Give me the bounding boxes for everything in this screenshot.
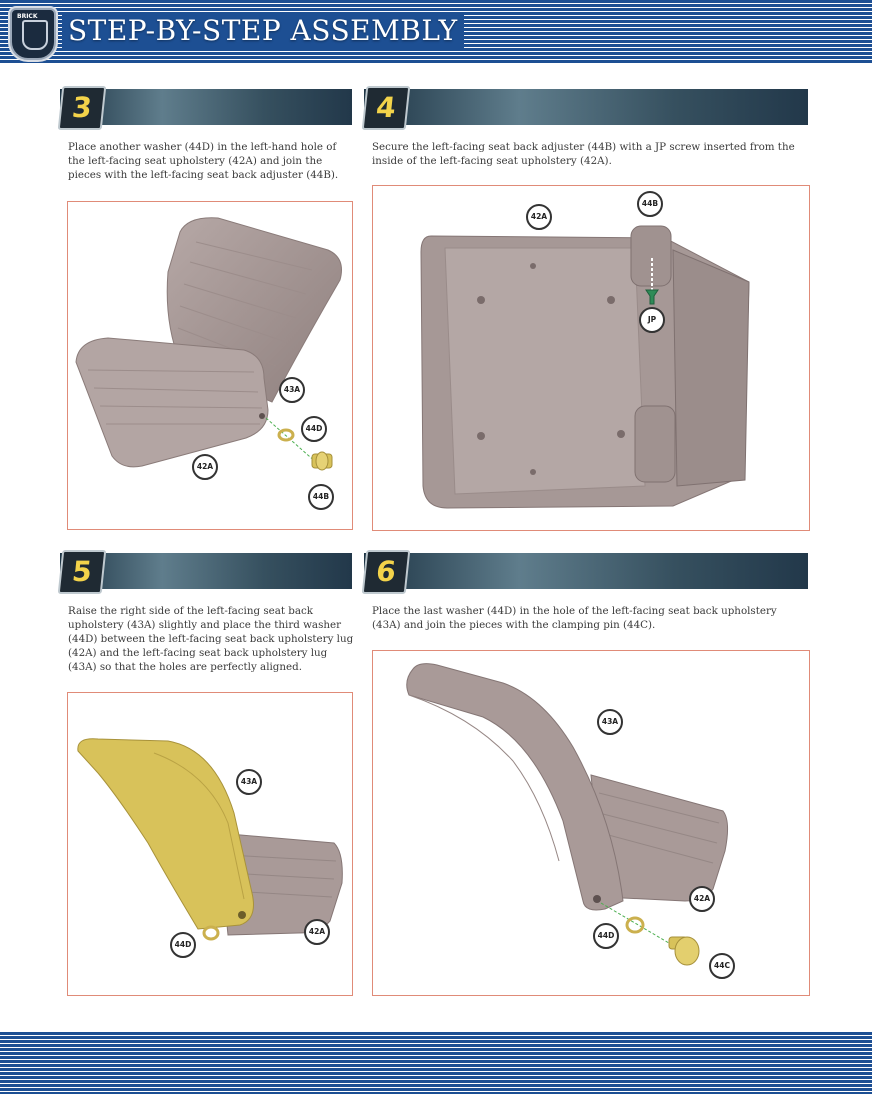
callout-43a: 43A <box>279 377 305 403</box>
callout-44d: 44D <box>593 923 619 949</box>
step-3-number: 3 <box>58 86 107 130</box>
callout-44b: 44B <box>308 484 334 510</box>
step-4-instructions: Secure the left-facing seat back adjuster (44B) with a JP screw inserted from the inside of the left-facing seat upholstery (42A). <box>372 141 795 167</box>
page-title: STEP-BY-STEP ASSEMBLY <box>62 12 464 50</box>
step-4-header <box>364 89 808 125</box>
step-3-header <box>60 89 352 125</box>
callout-44d: 44D <box>170 932 196 958</box>
callout-44c: 44C <box>709 953 735 979</box>
brand-logo <box>10 8 56 60</box>
step-5-instructions: Raise the right side of the left-facing seat back upholstery (43A) slightly and place the third washer (44D) between the left-facing seat back upholstery lug (42A) and the left-facing seat back upholstery lug (43A) so that the holes are perfectly aligned. <box>68 605 354 673</box>
step-5-header <box>60 553 352 589</box>
step-5-illustration <box>67 692 353 996</box>
step-6-number: 6 <box>362 550 411 594</box>
step-6-header <box>364 553 808 589</box>
step-3-illustration <box>67 201 353 530</box>
logo-text: BRICK <box>17 13 38 20</box>
callout-42a: 42A <box>526 204 552 230</box>
callout-42a: 42A <box>192 454 218 480</box>
step-4-number: 4 <box>362 86 411 130</box>
callout-43a: 43A <box>236 769 262 795</box>
callout-42a: 42A <box>304 919 330 945</box>
seat-back-raised-illustration <box>68 693 352 995</box>
step-3-instructions: Place another washer (44D) in the left-hand hole of the left-facing seat upholstery (42A) and join the pieces with the left-facing seat back adjuster (44B). <box>68 141 339 181</box>
step-5-number: 5 <box>58 550 107 594</box>
step-4-illustration <box>372 185 810 531</box>
callout-42a: 42A <box>689 886 715 912</box>
seat-assembly-illustration <box>373 651 809 995</box>
callout-44d: 44D <box>301 416 327 442</box>
callout-44b: 44B <box>637 191 663 217</box>
footer-banner <box>0 1032 872 1094</box>
callout-43a: 43A <box>597 709 623 735</box>
callout-jp: JP <box>639 307 665 333</box>
step-6-instructions: Place the last washer (44D) in the hole of the left-facing seat back upholstery (43A) and join the pieces with the clamping pin (44C). <box>372 605 777 631</box>
seat-illustration-3 <box>68 202 352 529</box>
step-6-illustration <box>372 650 810 996</box>
seat-base-illustration <box>373 186 809 530</box>
